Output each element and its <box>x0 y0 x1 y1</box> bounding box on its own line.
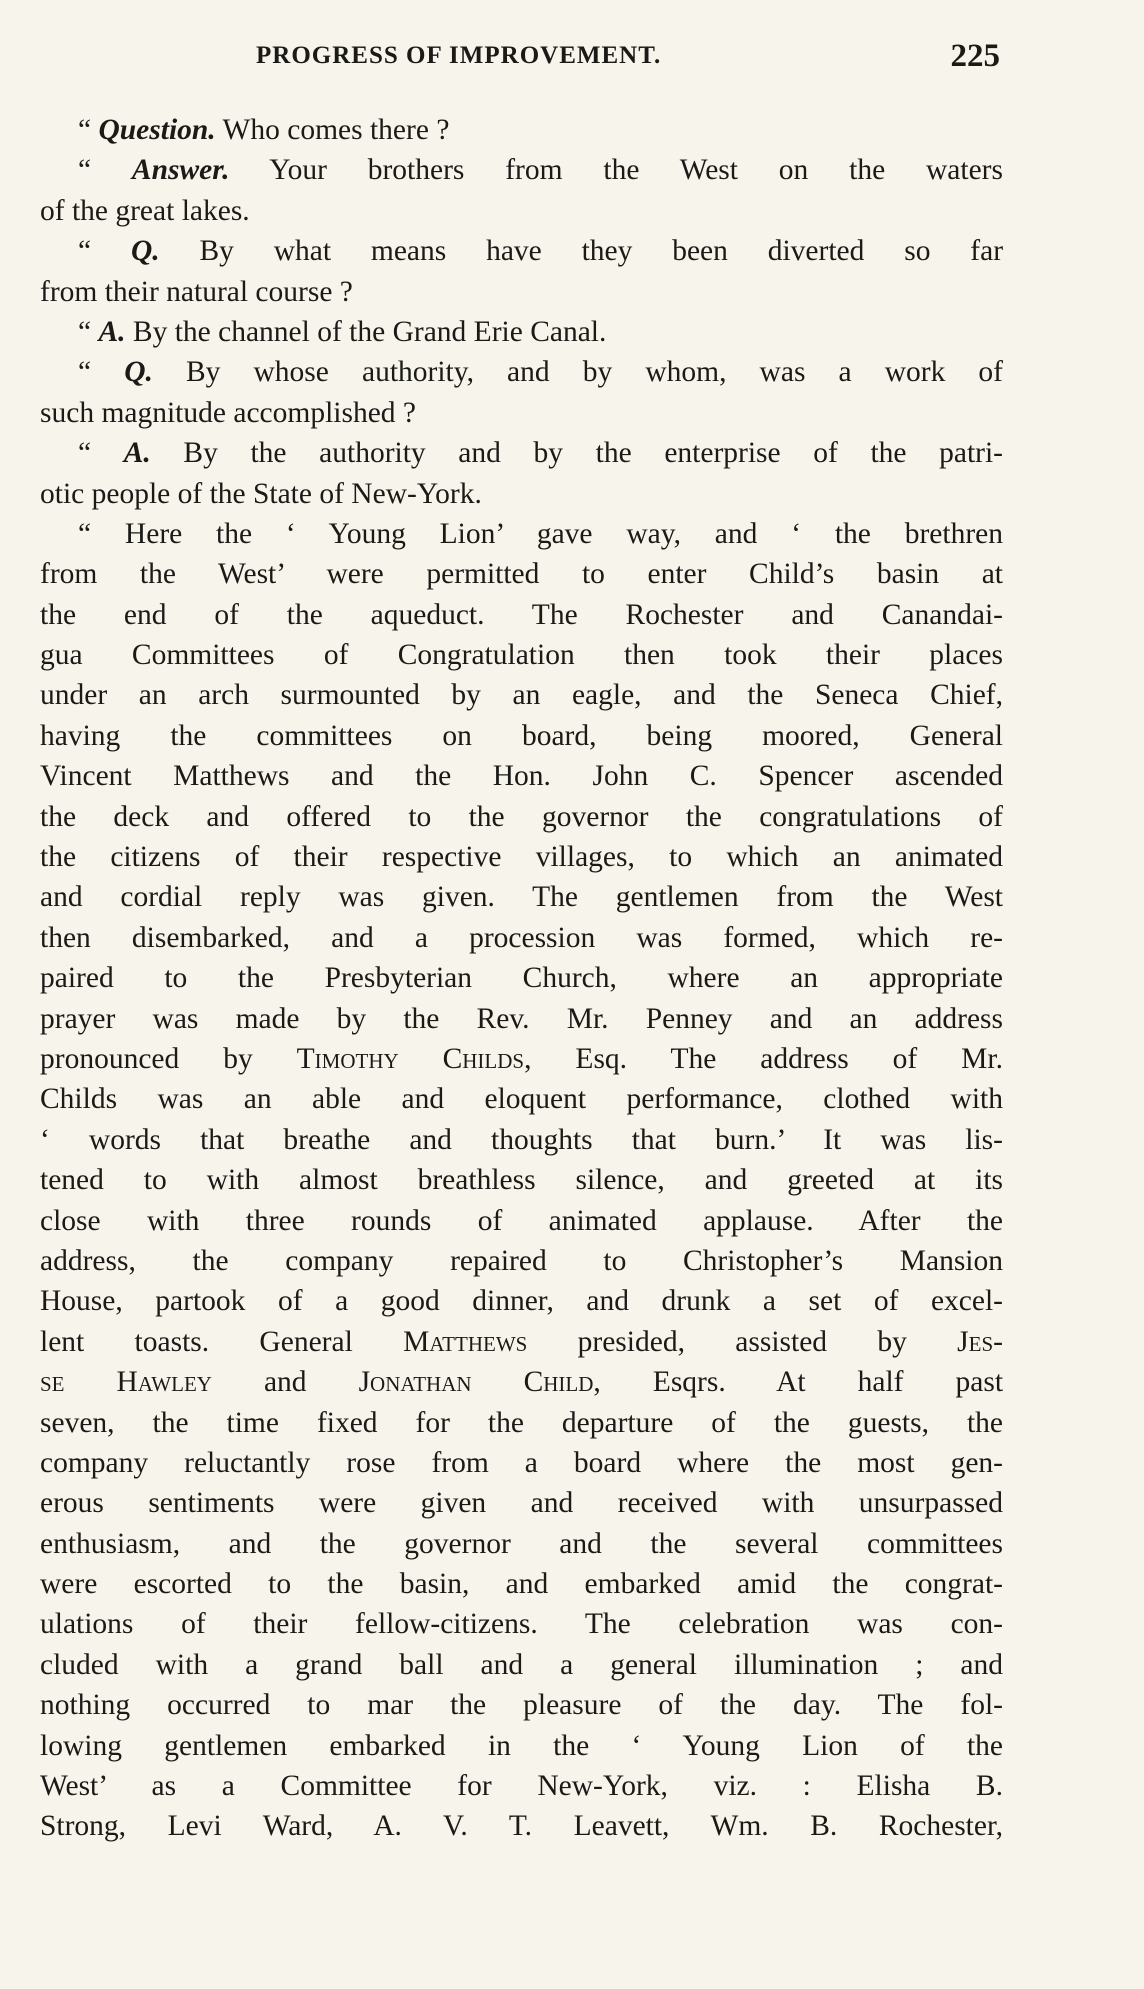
text-line: under an arch surmounted by an eagle, and the Seneca Chief, <box>40 679 1003 712</box>
text-line: nothing occurred to mar the pleasure of the day. The fol- <box>40 1689 1003 1722</box>
text-line: prayer was made by the Rev. Mr. Penney and an address <box>40 1002 1003 1035</box>
text-line: such magnitude accomplished ? <box>40 396 417 429</box>
text-line: close with three rounds of animated applause. After the <box>40 1204 1003 1237</box>
text-line: from the West’ were permitted to enter Child’s basin at <box>40 558 1003 591</box>
person-name: Matthews <box>403 1325 528 1358</box>
text-line: cluded with a grand ball and a general illumination ; and <box>40 1648 1003 1681</box>
text-line: “ Answer. Your brothers from the West on the waters <box>78 154 1003 187</box>
dialogue-label: Q. <box>130 235 160 268</box>
text-line: of the great lakes. <box>40 194 250 227</box>
text-line: were escorted to the basin, and embarked amid the congrat- <box>40 1568 1003 1601</box>
text-line: “ Q. By whose authority, and by whom, was a work of <box>78 356 1004 389</box>
text-line: “ A. By the authority and by the enterprise of the patri- <box>78 437 1004 470</box>
text-line: West’ as a Committee for New-York, viz. : Elisha B. <box>40 1770 1003 1803</box>
text-line: the deck and offered to the governor the congratulations of <box>40 800 1003 833</box>
text-line: pronounced by Timothy Childs, Esq. The address of Mr. <box>40 1042 1003 1075</box>
dialogue-label: Question. <box>98 114 216 146</box>
text-line: “ Q. By what means have they been diverted so far <box>78 235 1004 268</box>
person-name: se Hawley <box>40 1366 212 1399</box>
text-line: Vincent Matthews and the Hon. John C. Spencer ascended <box>40 760 1003 793</box>
text-line: the citizens of their respective villages, to which an animated <box>40 841 1003 874</box>
text-line: paired to the Presbyterian Church, where an appropriate <box>40 962 1003 995</box>
text-line: having the committees on board, being moored, General <box>40 719 1003 752</box>
text-line: then disembarked, and a procession was formed, which re- <box>40 921 1003 954</box>
text-line: and cordial reply was given. The gentlemen from the West <box>40 881 1003 914</box>
text-line: se Hawley and Jonathan Child, Esqrs. At half past <box>40 1366 1004 1399</box>
text-line: gua Committees of Congratulation then took their places <box>40 639 1003 672</box>
text-line: lent toasts. General Matthews presided, assisted by Jes- <box>40 1325 1003 1358</box>
text-line: “ A. By the channel of the Grand Erie Canal. <box>78 315 607 348</box>
text-line: company reluctantly rose from a board where the most gen- <box>40 1446 1003 1479</box>
text-line: otic people of the State of New-York. <box>40 477 482 510</box>
text-line: House, partook of a good dinner, and drunk a set of excel- <box>40 1285 1003 1318</box>
running-head <box>40 38 1000 78</box>
text-line: erous sentiments were given and received with unsurpassed <box>40 1487 1003 1520</box>
text-line: seven, the time fixed for the departure of the guests, the <box>40 1406 1003 1439</box>
text-line: Strong, Levi Ward, A. V. T. Leavett, Wm. B. Rochester, <box>40 1810 1003 1843</box>
dialogue-label: Answer. <box>131 154 230 187</box>
text-line: “ Here the ‘ Young Lion’ gave way, and ‘ the brethren <box>78 517 1003 550</box>
text-line: tened to with almost breathless silence, and greeted at its <box>40 1164 1003 1197</box>
dialogue-label: Q. <box>124 356 153 389</box>
text-line: Childs was an able and eloquent performance, clothed with <box>40 1083 1003 1116</box>
text-line: the end of the aqueduct. The Rochester and Canandai- <box>40 598 1003 631</box>
text-line: from their natural course ? <box>40 275 353 308</box>
person-name: Timothy Childs <box>296 1042 525 1075</box>
text-line: lowing gentlemen embarked in the ‘ Young Lion of the <box>40 1729 1003 1762</box>
person-name: Jes- <box>957 1325 1003 1358</box>
person-name: Jonathan Child <box>358 1366 594 1399</box>
body-text <box>40 110 1003 1847</box>
text-line: ulations of their fellow-citizens. The celebration was con- <box>40 1608 1003 1641</box>
dialogue-label: A. <box>123 437 151 470</box>
text-line: enthusiasm, and the governor and the several committees <box>40 1527 1003 1560</box>
text-line: “ Question. Who comes there ? <box>78 114 450 146</box>
page-number: 225 <box>950 38 1000 74</box>
running-title: PROGRESS OF IMPROVEMENT. <box>256 42 662 69</box>
text-line: ‘ words that breathe and thoughts that burn.’ It was lis- <box>40 1123 1003 1156</box>
text-line: address, the company repaired to Christopher’s Mansion <box>40 1244 1003 1277</box>
dialogue-label: A. <box>98 315 126 348</box>
